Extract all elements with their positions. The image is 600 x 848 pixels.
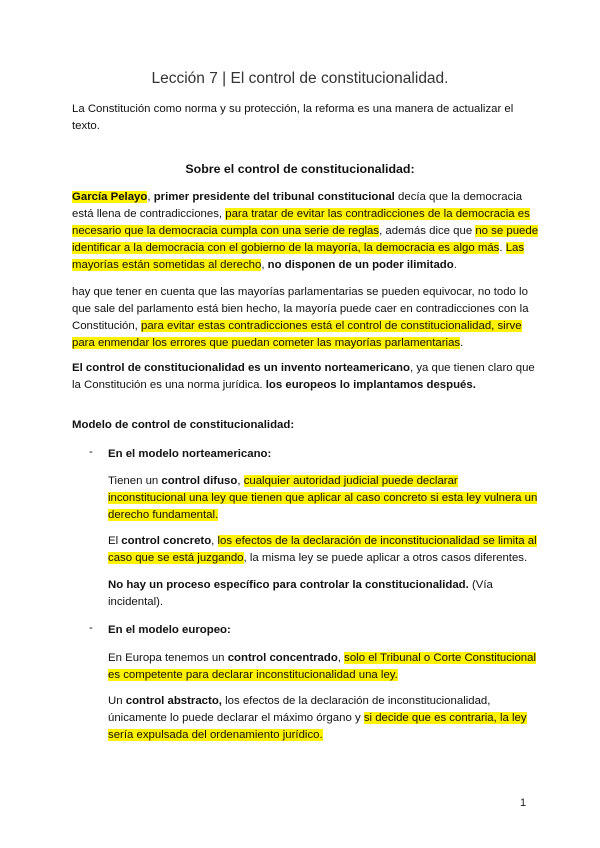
intro-line: texto. <box>72 120 100 132</box>
text-run: . <box>499 242 506 254</box>
highlighted-text: para evitar estas contradicciones está el control de constitucionalidad, sirve <box>141 320 522 332</box>
highlighted-text: para tratar de evitar las contradicciones de la democracia es <box>225 208 530 220</box>
bold-text: control concentrado <box>227 652 338 664</box>
section-heading: Sobre el control de constitucionalidad: <box>185 162 415 176</box>
text-run: . <box>453 259 457 271</box>
paragraph-line <box>108 507 218 524</box>
highlighted-text: derecho fundamental. <box>108 509 219 521</box>
bullet-label: En el modelo norteamericano: <box>108 448 272 460</box>
text-run: (Vía <box>468 579 493 591</box>
bold-text: control abstracto, <box>125 695 222 707</box>
highlighted-text: identificar a la democracia con el gobierno de la mayoría, la democracia es algo más <box>72 242 500 254</box>
text-run: , ya que tienen claro que <box>409 362 535 374</box>
text-run: , además dice que <box>379 225 476 237</box>
text-run: , <box>147 191 154 203</box>
bold-text: no disponen de un poder ilimitado <box>267 259 454 271</box>
page-title: Lección 7 | El control de constitucionalidad. <box>151 70 449 87</box>
highlighted-text: cualquier autoridad judicial puede declarar <box>243 475 458 487</box>
text-run: está llena de contradicciones, <box>72 208 226 220</box>
text-run: los efectos de la declaración de inconstitucionalidad, <box>221 695 491 707</box>
bold-text: control concreto <box>121 535 212 547</box>
text-run: la Constitución es una norma jurídica. <box>72 379 266 391</box>
text-run: Tienen un <box>108 475 162 487</box>
paragraph-line <box>108 594 163 611</box>
bold-text: primer presidente del tribunal constitucional <box>153 191 395 203</box>
highlighted-text: sería expulsada del ordenamiento jurídico. <box>108 729 323 741</box>
paragraph-line <box>72 318 522 335</box>
paragraph-line <box>108 533 537 550</box>
highlighted-text: Las <box>505 242 525 254</box>
paragraph-line <box>108 550 527 567</box>
highlighted-text: inconstitucional una ley que tienen que aplicar al caso concreto si esta ley vulnera un <box>108 492 538 504</box>
text-run: , la misma ley se puede aplicar a otros casos diferentes. <box>243 552 528 564</box>
paragraph-line <box>108 490 537 507</box>
bold-text: los europeos lo implantamos después. <box>265 379 476 391</box>
highlighted-text: si decide que es contraria, la ley <box>363 712 527 724</box>
highlighted-text: para enmendar los errores que puedan cometer las mayorías parlamentarias <box>72 337 461 349</box>
text-run: , <box>337 652 345 664</box>
paragraph-line <box>108 710 527 727</box>
paragraph-line <box>108 650 536 667</box>
paragraph-line <box>108 577 493 594</box>
bold-text: El control de constitucionalidad es un invento norteamericano <box>72 362 410 374</box>
paragraph-line <box>72 206 530 223</box>
text-run: . <box>460 337 464 349</box>
paragraph-line <box>108 727 323 744</box>
highlighted-text: mayorías están sometidas al derecho <box>72 259 262 271</box>
paragraph-line <box>72 377 476 394</box>
text-run: que sale del parlamento está bien hecho, la mayoría puede caer en contradicciones con la <box>72 303 529 315</box>
bold-text: No hay un proceso específico para controlar la constitucionalidad. <box>108 579 469 591</box>
paragraph-line <box>108 693 490 710</box>
paragraph-line <box>72 284 528 301</box>
highlighted-text: solo el Tribunal o Corte Constitucional <box>344 652 537 664</box>
paragraph-line <box>72 301 529 318</box>
text-run: , <box>261 259 268 271</box>
text-run: decía que la democracia <box>394 191 523 203</box>
paragraph-line <box>72 240 524 257</box>
intro-line: La Constitución como norma y su protección, la reforma es una manera de actualizar el <box>72 103 514 115</box>
text-run: , <box>211 535 218 547</box>
text-run: Un <box>108 695 126 707</box>
bullet-dash: - <box>89 622 93 634</box>
text-run: Constitución, <box>72 320 142 332</box>
highlighted-text: necesario que la democracia cumpla con una serie de reglas <box>72 225 380 237</box>
text-run: hay que tener en cuenta que las mayorías parlamentarias se pueden equivocar, no todo lo <box>72 286 528 298</box>
highlighted-text: no se puede <box>475 225 539 237</box>
highlighted-text: los efectos de la declaración de inconstitucionalidad se limita al <box>217 535 537 547</box>
highlighted-text: caso que se está juzgando <box>108 552 244 564</box>
paragraph-line <box>72 223 538 240</box>
paragraph-line <box>72 335 463 352</box>
text-run: , <box>237 475 244 487</box>
bullet-label: En el modelo europeo: <box>108 624 231 636</box>
highlighted-text: García Pelayo <box>72 191 148 203</box>
paragraph-line <box>72 360 535 377</box>
paragraph-line <box>72 189 522 206</box>
bold-text: control difuso <box>161 475 238 487</box>
paragraph-line <box>108 473 458 490</box>
subsection-heading: Modelo de control de constitucionalidad: <box>72 419 295 431</box>
text-run: únicamente lo puede declarar el máximo órgano y <box>108 712 364 724</box>
text-run: El <box>108 535 122 547</box>
paragraph-line <box>72 257 457 274</box>
paragraph-line <box>108 667 398 684</box>
highlighted-text: es competente para declarar inconstitucionalidad una ley. <box>108 669 398 681</box>
text-run: incidental). <box>108 596 164 608</box>
text-run: En Europa tenemos un <box>108 652 228 664</box>
bullet-dash: - <box>89 446 93 458</box>
page-number: 1 <box>520 797 527 809</box>
